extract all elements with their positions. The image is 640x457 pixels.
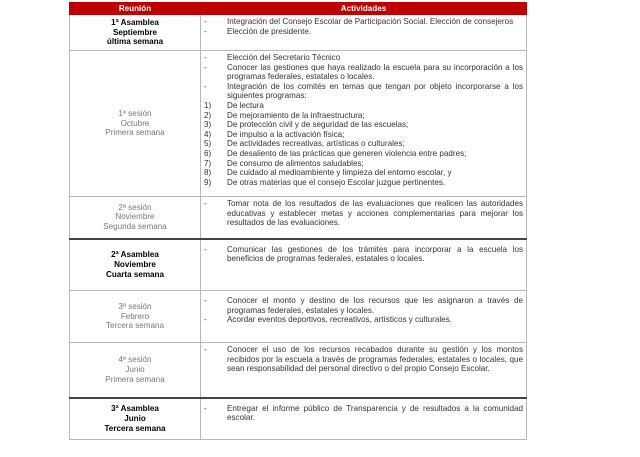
meeting-week: Primera semana xyxy=(105,128,165,138)
meeting-name: 2ª sesión xyxy=(118,202,152,212)
program-item: 7) De consumo de alimentos saludables; xyxy=(204,158,364,168)
meeting-cell xyxy=(70,291,201,343)
meeting-month: Noviembre xyxy=(114,259,156,269)
meeting-name: 1ª sesión xyxy=(118,109,152,119)
meeting-cell xyxy=(70,239,201,291)
program-item: 9) De otras materias que el consejo Escolar juzgue pertinentes. xyxy=(204,177,446,187)
activity-item: - Conocer las gestiones que haya realizado la escuela para su incorporación a los programas federales, estatales o locales. xyxy=(204,62,523,82)
activity-item: - Acordar eventos deportivos, recreativos, artísticos y culturales. xyxy=(204,315,452,325)
meeting-week: Cuarta semana xyxy=(105,269,165,279)
header-row xyxy=(70,3,527,15)
activities-cell xyxy=(201,343,527,398)
activity-item: - Elección del Secretario Técnico xyxy=(204,53,341,62)
activities-cell xyxy=(201,51,527,197)
meeting-cell xyxy=(70,398,201,440)
meeting-month: Junio xyxy=(125,364,145,374)
activity-item: - Integración del Consejo Escolar de Participación Social. Elección de consejeros xyxy=(204,17,514,26)
meeting-cell xyxy=(70,51,201,197)
activities-cell xyxy=(201,398,527,440)
meeting-month: Noviembre xyxy=(115,212,155,222)
activity-item: - Integración de los comités en temas que tengan por objeto incorporarse a los siguientes programas: xyxy=(204,81,523,101)
program-item: 2) De mejoramiento de la infraestructura; xyxy=(204,110,365,120)
meeting-name: 1ª Asamblea xyxy=(111,18,159,28)
meeting-cell xyxy=(70,15,201,51)
activities-cell xyxy=(201,239,527,291)
activities-cell xyxy=(201,15,527,51)
table-row xyxy=(70,239,527,291)
program-item: 1) De lectura xyxy=(204,100,264,110)
activities-cell xyxy=(201,291,527,343)
activity-item: - Comunicar las gestiones de los trámites para incorporar a la escuela los beneficios de programas federales, estatales o locales. xyxy=(204,244,523,264)
meeting-week: Tercera semana xyxy=(105,321,165,331)
meeting-month: Junio xyxy=(124,413,146,423)
meeting-month: Febrero xyxy=(120,311,150,321)
table-row xyxy=(70,343,527,398)
activity-item: - Conocer el monto y destino de los recursos que les asignaron a través de programas federales, estatales y locales. xyxy=(204,296,523,315)
meeting-name: 4ª sesión xyxy=(118,355,152,365)
table-row xyxy=(70,15,527,51)
meeting-name: 3ª sesión xyxy=(118,302,152,312)
activity-item: - Elección de presidente. xyxy=(204,26,312,36)
meeting-cell xyxy=(70,197,201,239)
table-row xyxy=(70,197,527,239)
meeting-week: última semana xyxy=(106,37,164,47)
header-reunion: Reunión xyxy=(70,3,201,15)
table-row xyxy=(70,291,527,343)
meeting-name: 2ª Asamblea xyxy=(111,250,159,260)
table-row xyxy=(70,398,527,440)
program-item: 8) De cuidado al medioambiente y limpieza del entorno escolar, y xyxy=(204,168,452,178)
program-item: 3) De protección civil y de seguridad de las escuelas; xyxy=(204,120,409,130)
meeting-name: 3ª Asamblea xyxy=(111,404,159,414)
program-item: 5) De actividades recreativas, artísticas o culturales; xyxy=(204,139,405,149)
activity-item: - Tomar nota de los resultados de las evaluaciones que realicen las autoridades educativas y establecer metas y acciones complementarias para mejorar los resultados de las evaluaciones. xyxy=(204,199,523,228)
program-item: 4) De impulso a la activación física; xyxy=(204,129,345,139)
program-item: 6) De desaliento de las prácticas que generen violencia entre padres; xyxy=(204,148,467,158)
meeting-week: Segunda semana xyxy=(103,222,167,232)
meeting-month: Septiembre xyxy=(112,27,158,37)
meeting-week: Tercera semana xyxy=(104,423,166,433)
header-actividades: Actividades xyxy=(201,3,527,15)
activity-item: - Entregar el informe público de Transparencia y de resultados a la comunidad escolar. xyxy=(204,403,523,423)
activities-cell xyxy=(201,197,527,239)
activity-item: - Conocer el uso de los recursos recabados durante su gestión y los montos recibidos por la escuela a través de programas federales, estatales o locales, que sean responsabilidad del personal directivo o del propio Consejo Escolar. xyxy=(204,345,523,374)
meeting-week: Primera semana xyxy=(105,374,165,384)
schedule-table xyxy=(69,2,527,440)
meeting-cell xyxy=(70,343,201,398)
meeting-month: Octubre xyxy=(120,118,150,128)
table-row xyxy=(70,51,527,197)
